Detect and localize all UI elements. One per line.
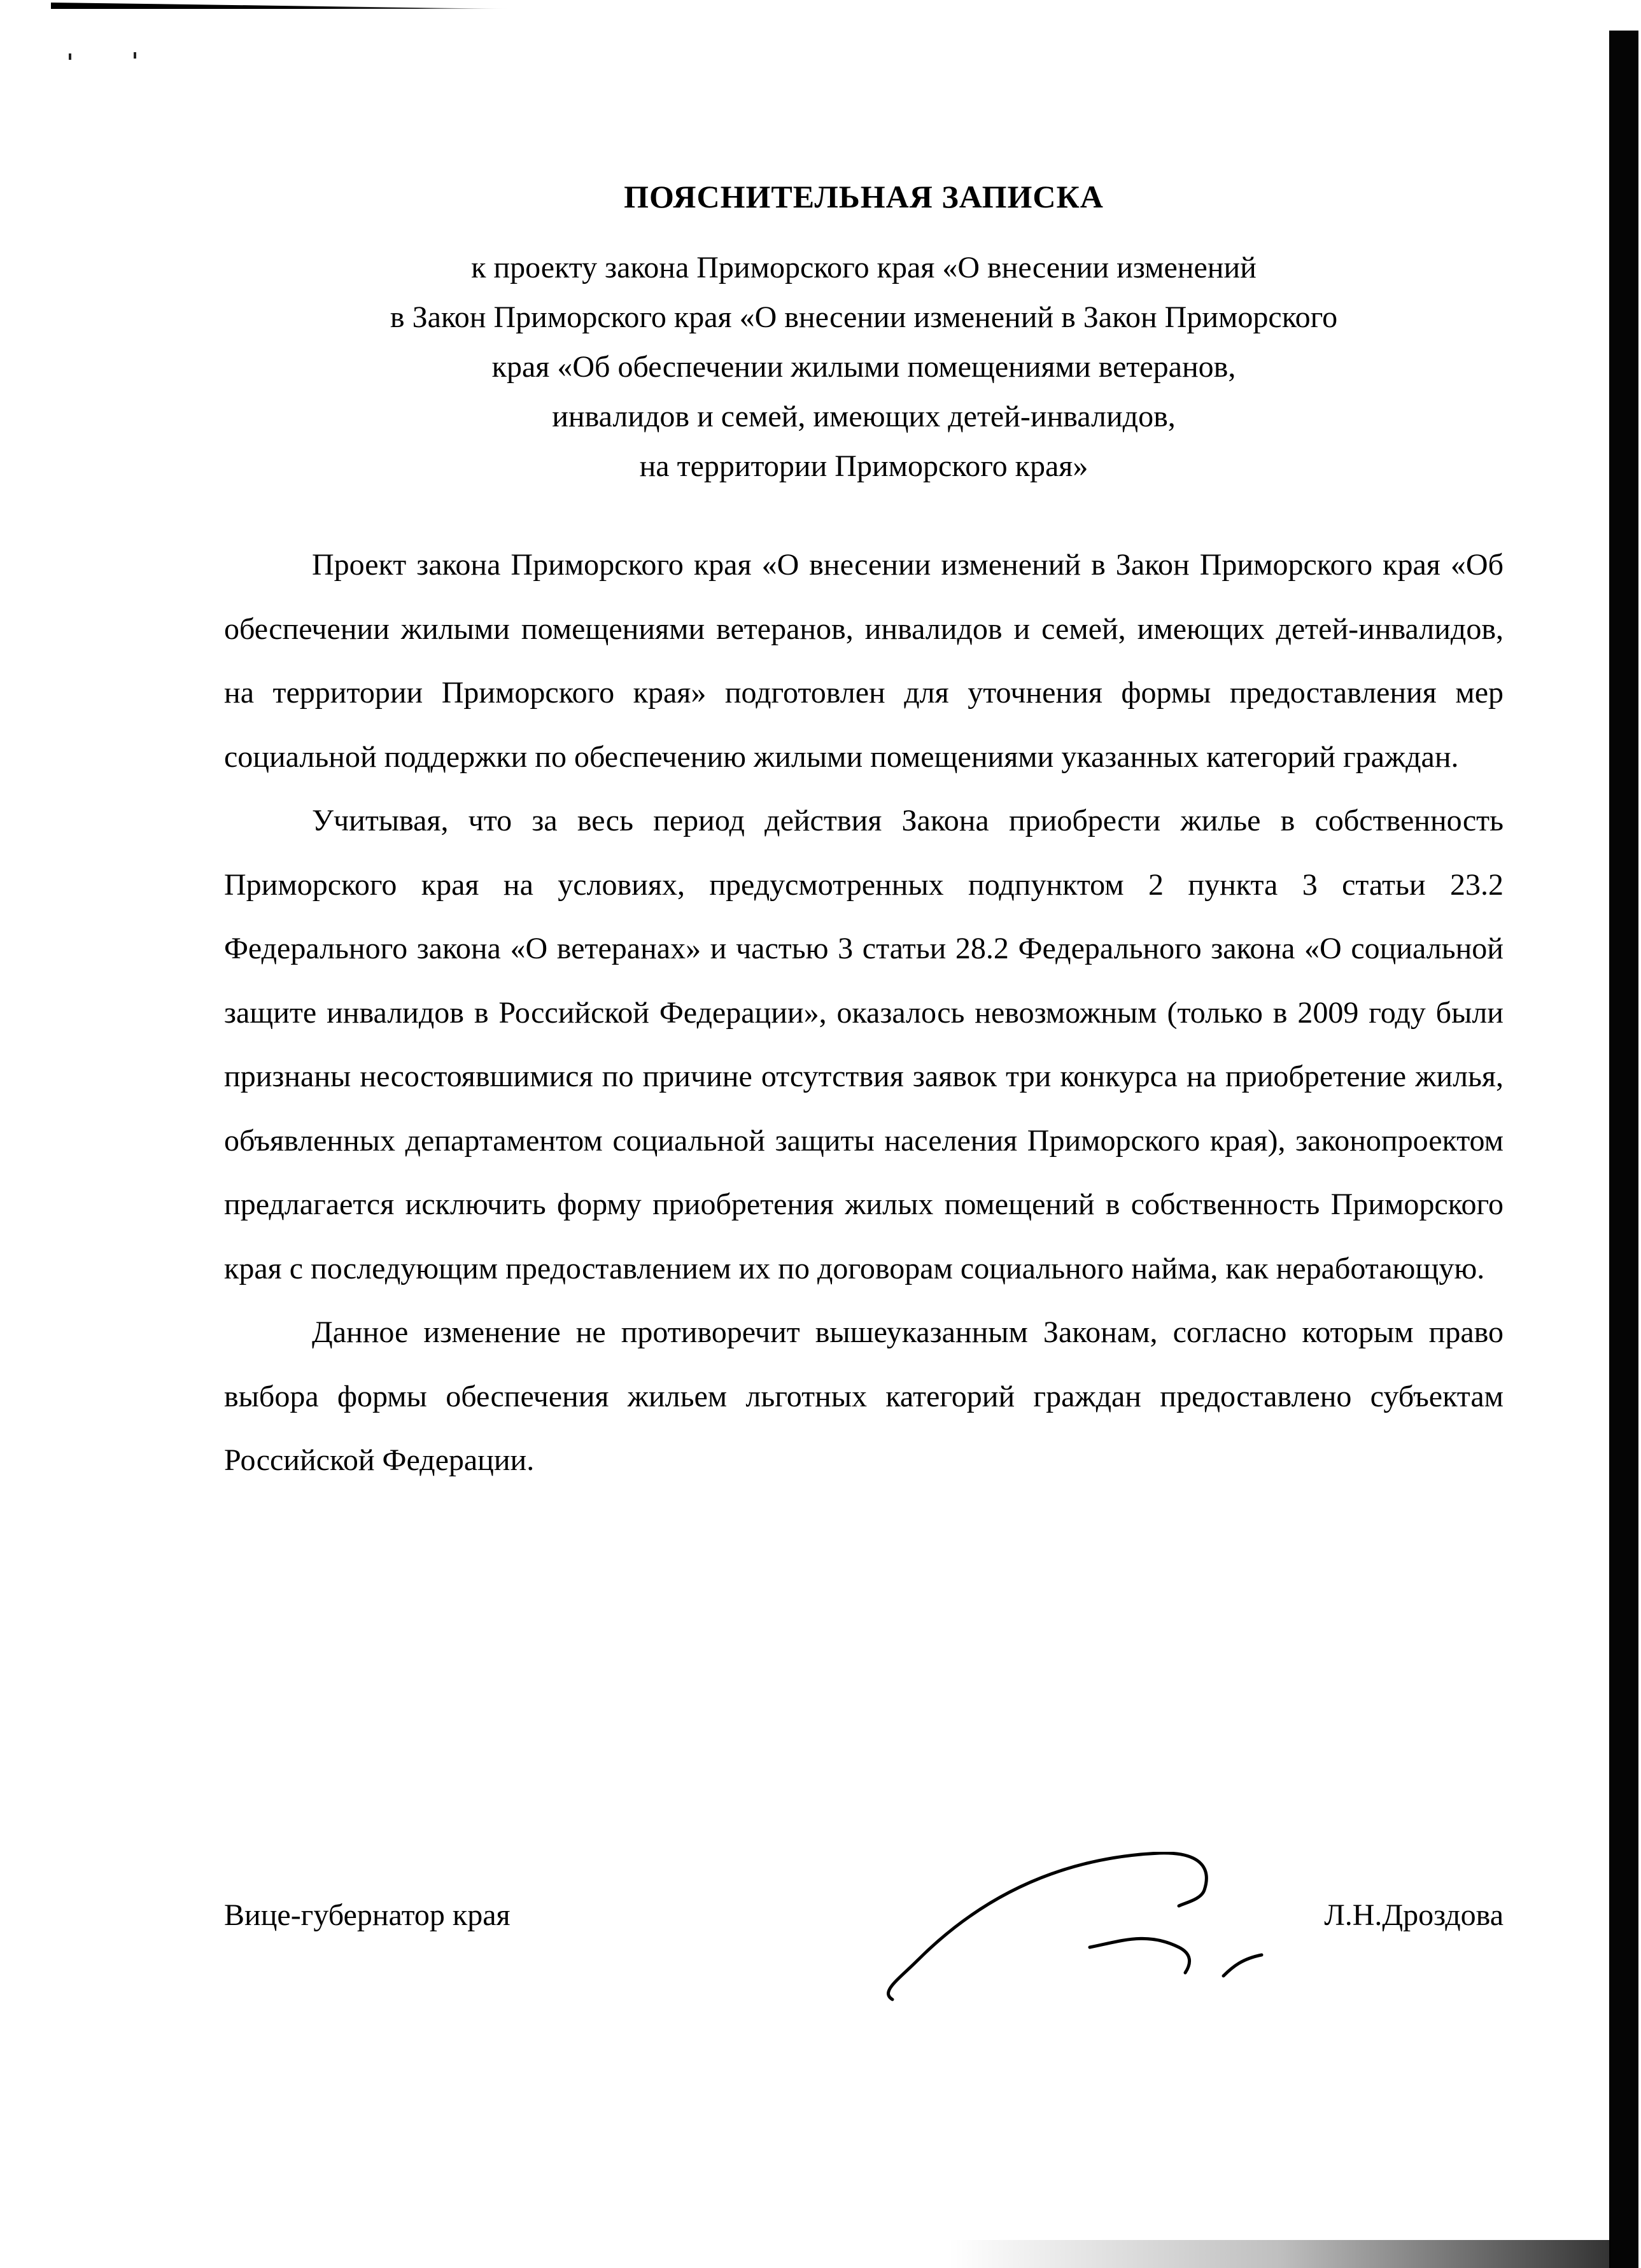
body-paragraph: Проект закона Приморского края «О внесении изменений в Закон Приморского края «Об обеспечении жилыми помещениями ветеранов, инвалидов и семей, имеющих детей-инвалидов, на территории Приморского края» подготовлен для уточнения формы предоставления мер социальной поддержки по обеспечению жилыми помещениями указанных категорий граждан. [224,548,1504,774]
subtitle-line: на территории Приморского края» [639,449,1088,483]
body-paragraph: Учитывая, что за весь период действия Закона приобрести жилье в собственность Приморского края на условиях, предусмотренных подпунктом 2 пункта 3 статьи 23.2 Федерального закона «О ветеранах» и частью 3 статьи 28.2 Федерального закона «О социальной защите инвалидов в Российской Федерации», оказалось невозможным (только в 2009 году были признаны несостоявшимися по причине отсутствия заявок три конкурса на приобретение жилья, объявленных департаментом социальной защиты населения Приморского края), законопроектом предлагается исключить форму приобретения жилых помещений в собственность Приморского края с последующим предоставлением их по договорам социального найма, как неработающую. [224,804,1504,1285]
scan-speck [69,53,71,60]
document-body [224,533,1504,1493]
explanatory-note [224,178,1504,1493]
scan-artifact-right-border [1609,31,1638,2268]
document-title: ПОЯСНИТЕЛЬНАЯ ЗАПИСКА [624,179,1104,214]
scan-artifact-top-line [51,3,509,9]
signatory-name: Л.Н.Дроздова [1324,1898,1504,1932]
signatory-role: Вице-губернатор края [224,1898,511,1932]
scan-artifact-bottom-noise [948,2240,1610,2268]
subtitle-line: к проекту закона Приморского края «О внесении изменений [471,251,1257,284]
signature-block [224,1871,1504,1998]
handwritten-signature-icon [880,1852,1351,2005]
subtitle-line: края «Об обеспечении жилыми помещениями ветеранов, [491,350,1236,384]
scan-speck [134,52,136,59]
document-subtitle [224,243,1504,491]
subtitle-line: инвалидов и семей, имеющих детей-инвалидов, [552,400,1176,433]
body-paragraph: Данное изменение не противоречит вышеуказанным Законам, согласно которым право выбора формы обеспечения жильем льготных категорий граждан предоставлено субъектам Российской Федерации. [224,1315,1504,1477]
subtitle-line: в Закон Приморского края «О внесении изменений в Закон Приморского [390,300,1338,334]
